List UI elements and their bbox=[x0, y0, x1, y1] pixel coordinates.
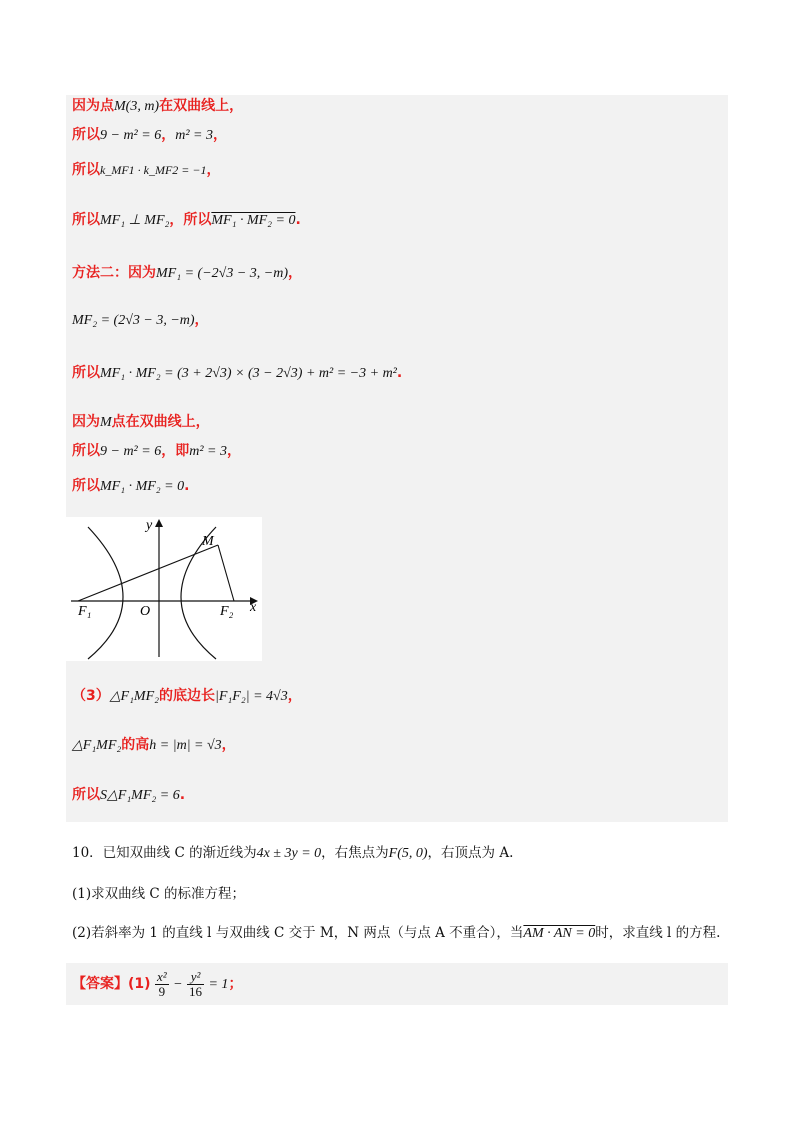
question-10: 10．已知双曲线 C 的渐近线为4x ± 3y = 0，右焦点为F(5, 0)，右顶点为 A. bbox=[72, 845, 514, 861]
solution-line-4: 所以MF₁ ⊥ MF₂，所以MF₁ · MF₂ = 0. bbox=[72, 212, 301, 228]
left-branch bbox=[88, 527, 123, 659]
label-F2: F₂ bbox=[220, 604, 234, 619]
solution-line-11: （3）△F₁MF₂的底边长|F₁F₂| = 4√3， bbox=[72, 688, 302, 704]
segment-MF2 bbox=[218, 545, 234, 601]
solution-line-12: △F₁MF₂的高h = |m| = √3， bbox=[72, 737, 236, 753]
solution-line-1: 因为点M(3, m)在双曲线上， bbox=[72, 98, 244, 114]
solution-line-9: 所以9 − m² = 6，即m² = 3， bbox=[72, 443, 241, 459]
label-y: y bbox=[146, 518, 153, 533]
answer-line: 【答案】(1) $\frac{\text{x²}}{9}$ − $\frac{\text{y²}}{16}$ = 1； bbox=[72, 968, 243, 999]
fraction-x: $\frac{\text{x²}}{9}$ bbox=[157, 968, 167, 999]
segment-F1M bbox=[78, 545, 218, 601]
solution-line-3: 所以k_MF1 · k_MF2 = −1， bbox=[72, 162, 221, 178]
solution-line-2: 所以9 − m² = 6，m² = 3， bbox=[72, 127, 227, 143]
fraction-y: $\frac{\text{y²}}{16}$ bbox=[189, 968, 203, 999]
solution-line-5: 方法二：因为MF₁ = (−2√3 − 3, −m)， bbox=[72, 265, 302, 281]
hyperbola-diagram bbox=[66, 517, 262, 661]
label-x: x bbox=[250, 600, 257, 615]
hyperbola-figure bbox=[66, 517, 262, 661]
solution-line-7: 所以MF₁ · MF₂ = (3 + 2√3) × (3 − 2√3) + m² = −3 + m². bbox=[72, 365, 403, 381]
solution-line-8: 因为M点在双曲线上， bbox=[72, 414, 210, 430]
label-F1: F₁ bbox=[78, 604, 92, 619]
label-O: O bbox=[140, 604, 151, 619]
solution-line-6: MF₂ = (2√3 − 3, −m)， bbox=[72, 312, 209, 328]
solution-line-13: 所以S△F₁MF₂ = 6. bbox=[72, 787, 186, 803]
solution-line-10: 所以MF₁ · MF₂ = 0. bbox=[72, 478, 190, 494]
y-axis-arrow bbox=[155, 519, 163, 527]
label-M: M bbox=[202, 534, 214, 549]
question-part-2: (2)若斜率为 1 的直线 l 与双曲线 C 交于 M，N 两点（与点 A 不重合），当AM · AN = 0时，求直线 l 的方程. bbox=[72, 925, 721, 941]
question-part-1: (1)求双曲线 C 的标准方程； bbox=[72, 886, 246, 902]
